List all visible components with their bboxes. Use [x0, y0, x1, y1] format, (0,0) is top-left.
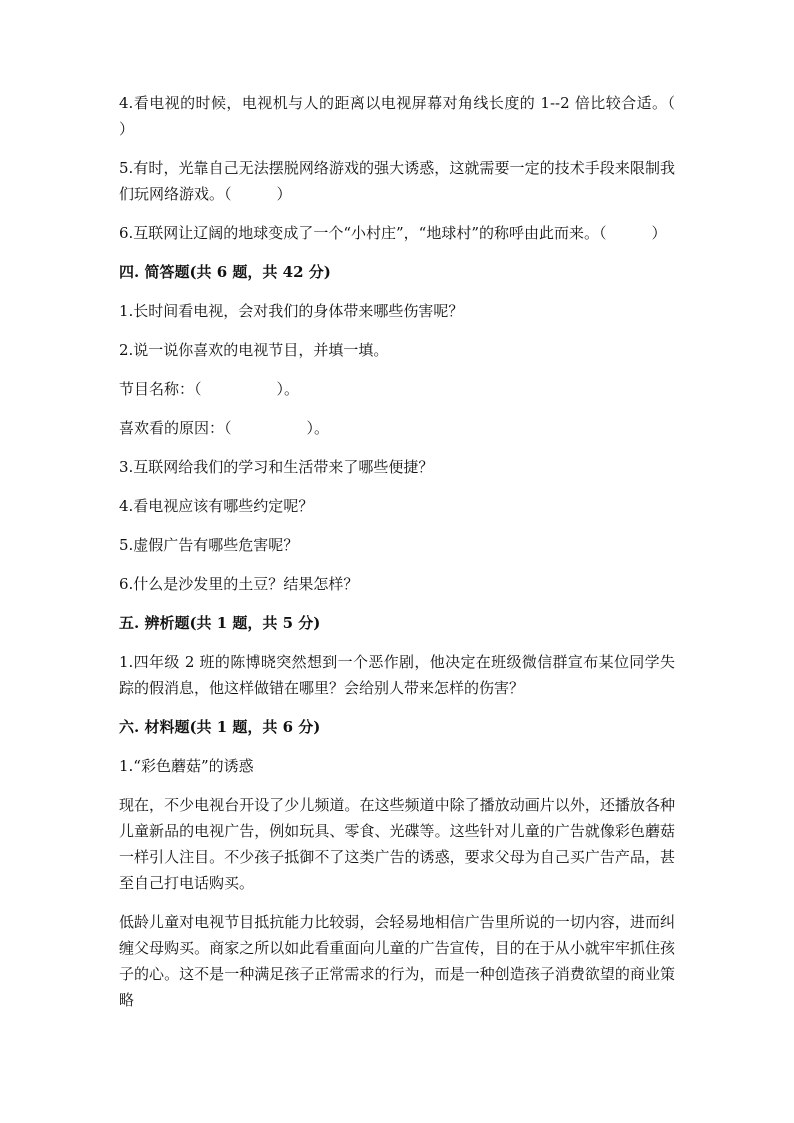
- question-tf-6: 6.互联网让辽阔的地球变成了一个“小村庄”，“地球村”的称呼由此而来。（ ）: [119, 224, 667, 242]
- section-6-material-paragraph-2: 低龄儿童对电视节目抵抗能力比较弱，会轻易地相信广告里所说的一切内容，进而纠缠父母购买。商家之所以如此看重面向儿童的广告宣传，目的在于从小就牢牢抓住孩子的心。这不是一种满足孩子正常需求的行为，而是一种创造孩子消费欲望的商业策略: [119, 913, 675, 1009]
- section-4-question-5: 5.虚假广告有哪些危害呢？: [119, 536, 299, 554]
- section-5-question-1: 1.四年级 2 班的陈博晓突然想到一个恶作剧，他决定在班级微信群宣布某位同学失踪的假消息，他这样做错在哪里？会给别人带来怎样的伤害？: [119, 653, 675, 697]
- section-4-question-4: 4.看电视应该有哪些约定呢？: [119, 497, 314, 515]
- section-4-question-2-fill-name: 节目名称：（ ）。: [119, 380, 300, 398]
- section-4-question-6: 6.什么是沙发里的土豆？结果怎样？: [119, 575, 359, 593]
- section-4-question-1: 1.长时间看电视，会对我们的身体带来哪些伤害呢？: [119, 302, 464, 320]
- section-4-question-2: 2.说一说你喜欢的电视节目，并填一填。: [119, 341, 389, 359]
- section-6-heading: 六. 材料题(共 1 题，共 6 分): [119, 718, 321, 736]
- section-5-heading: 五. 辨析题(共 1 题，共 5 分): [119, 614, 321, 632]
- question-tf-4: 4.看电视的时候，电视机与人的距离以电视屏幕对角线长度的 1--2 倍比较合适。（ ）: [119, 94, 721, 138]
- section-4-question-2-fill-reason: 喜欢看的原因：（ ）。: [119, 419, 330, 437]
- document-page: [119, 90, 721, 1026]
- question-tf-5: 5.有时，光靠自己无法摆脱网络游戏的强大诱惑，这就需要一定的技术手段来限制我们玩网络游戏。（ ）: [119, 159, 675, 203]
- section-6-material-paragraph-1: 现在，不少电视台开设了少儿频道。在这些频道中除了播放动画片以外，还播放各种儿童新品的电视广告，例如玩具、零食、光碟等。这些针对儿童的广告就像彩色蘑菇一样引人注目。不少孩子抵御不了这类广告的诱惑，要求父母为自己买广告产品，甚至自己打电话购买。: [119, 796, 675, 892]
- section-6-question-1-title: 1.“彩色蘑菇”的诱惑: [119, 757, 254, 775]
- section-4-question-3: 3.互联网给我们的学习和生活带来了哪些便捷？: [119, 458, 434, 476]
- section-4-heading: 四. 简答题(共 6 题，共 42 分): [119, 263, 331, 281]
